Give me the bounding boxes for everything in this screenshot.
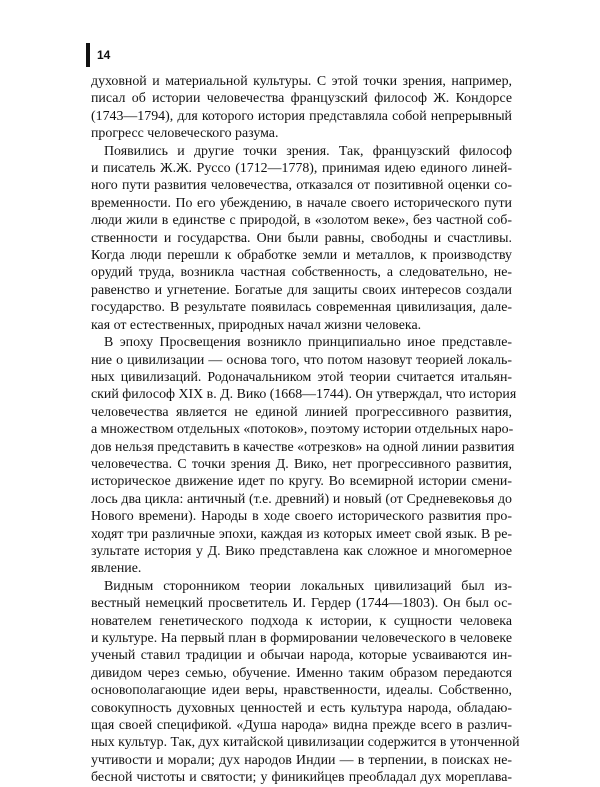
text-line: кая от естественных, природных начал жизни человека. <box>91 317 422 333</box>
text-line: государство. В результате появилась современная цивилизация, дале- <box>91 300 512 316</box>
text-line: ученый ставил традиции и обычаи народа, которые усваиваются ин- <box>91 648 512 664</box>
text-line: человечества является не единой линией прогрессивного развития, <box>91 404 512 420</box>
page-header <box>86 43 110 67</box>
body-text <box>91 73 520 787</box>
text-line: человечества. С точки зрения Д. Вико, нет прогрессивного развития, <box>91 456 512 472</box>
text-line: вестный немецкий просветитель И. Гердер (1744—1803). Он был ос- <box>91 596 512 612</box>
text-line: духовной и материальной культуры. С этой точки зрения, например, <box>91 74 512 89</box>
text-line: равенство и угнетение. Богатые для защиты своих интересов создали <box>91 282 512 298</box>
text-line: нователем генетического подхода к истории, к сущности человека <box>91 613 512 629</box>
text-line: Видным сторонником теории локальных цивилизаций был из- <box>104 578 512 594</box>
text-line: учтивости и морали; дух народов Индии — в терпении, в поисках не- <box>91 752 512 768</box>
text-line: щая своей спецификой. «Душа народа» видна прежде всего в различ- <box>91 718 512 734</box>
paragraph <box>91 578 520 787</box>
text-line: основополагающие идеи веры, нравственности, идеалы. Собственно, <box>91 683 512 699</box>
text-line: ственности и государства. Они были равны, свободны и счастливы. <box>91 230 512 246</box>
text-line: и культуре. На первый план в формировании человеческого в человеке <box>91 631 512 646</box>
text-line: бесной чистоты и святости; у финикийцев преобладал дух мореплава- <box>91 770 512 786</box>
text-line: ных культур. Так, дух китайской цивилизации содержится в утонченной <box>91 735 520 751</box>
text-line: писал об истории человечества французский философ Ж. Кондорсе <box>91 91 512 107</box>
text-line: совокупность духовных ценностей и есть культура народа, обладаю- <box>91 700 512 716</box>
text-line: ного пути развития человечества, отказался от позитивной оценки со- <box>91 178 512 194</box>
header-bar <box>86 43 90 67</box>
text-line: зультате история у Д. Вико представлена как сложное и многомерное <box>91 543 512 559</box>
text-line: Появились и другие точки зрения. Так, французский философ <box>104 143 512 159</box>
text-line: ние о цивилизации — основа того, что потом назовут теорией локаль- <box>91 352 512 368</box>
text-line: люди жили в единстве с природой, в «золотом веке», без частной соб- <box>91 213 512 229</box>
text-line: дивидом через семью, обучение. Именно таким образом передаются <box>91 665 512 681</box>
text-line: лось два цикла: античный (т.е. древний) и новый (от Средневековья до <box>91 491 512 507</box>
text-line: Когда люди перешли к обработке земли и металлов, к производству <box>91 248 512 264</box>
text-line: В эпоху Просвещения возникло принципиально иное представле- <box>104 335 512 351</box>
text-line: временности. По его убеждению, в начале своего исторического пути <box>91 195 512 211</box>
text-line: прогресс человеческого разума. <box>91 126 279 142</box>
paragraph <box>91 334 517 578</box>
text-line: а множеством отдельных «потоков», поэтому истории отдельных наро- <box>91 422 514 438</box>
text-line: дов нельзя представить в качестве «отрезков» на одной линии развития <box>91 439 515 455</box>
text-line: ных цивилизаций. Родоначальником этой теории считается итальян- <box>91 369 512 385</box>
text-line: (1743—1794), для которого история представляла собой непрерывный <box>91 108 512 124</box>
text-line: ходят три различные эпохи, каждая из которых имеет свой язык. В ре- <box>91 526 512 542</box>
paragraph <box>91 73 512 143</box>
text-line: и писатель Ж.Ж. Руссо (1712—1778), принимая идею единого линей- <box>91 161 512 177</box>
text-line: явление. <box>91 561 142 577</box>
text-line: ский философ XIX в. Д. Вико (1668—1744). Он утверждал, что история <box>91 387 517 403</box>
text-line: историческое движение идет по кругу. Во всемирной истории смени- <box>91 474 512 490</box>
text-line: Нового времени). Народы в ходе своего исторического развития про- <box>91 509 512 525</box>
page-number: 14 <box>97 48 111 62</box>
paragraph <box>91 143 512 334</box>
text-line: орудий труда, возникла частная собственность, а следовательно, не- <box>91 265 512 281</box>
